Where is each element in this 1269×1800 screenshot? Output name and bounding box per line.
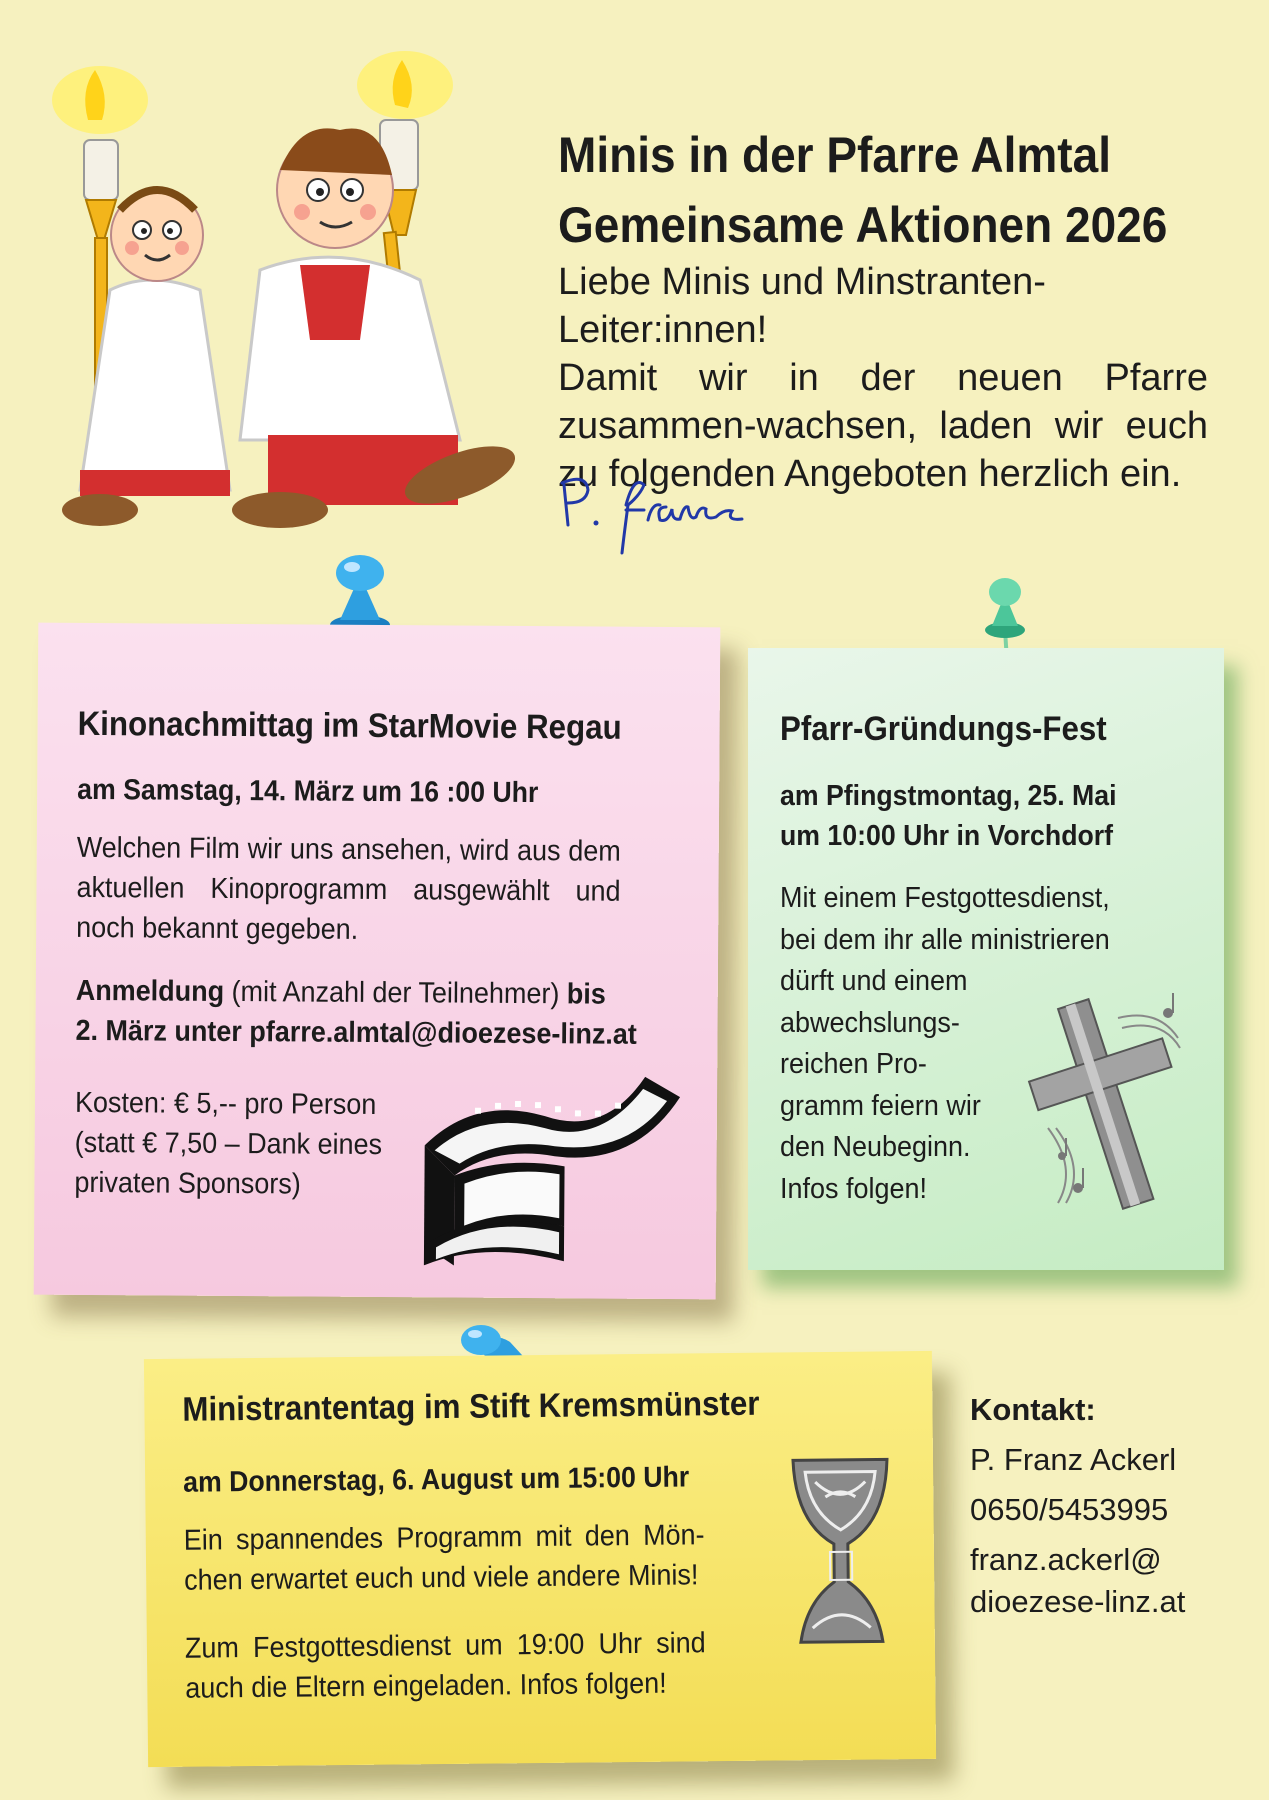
intro-text <box>558 258 1208 498</box>
fest-line: bei dem ihr alle ministrieren <box>780 923 1110 956</box>
registration-deadline: 2. März unter pfarre.almtal@dioezese-linz.at <box>75 1014 637 1051</box>
fest-line: gramm feiern wir <box>780 1089 981 1122</box>
kino-date: am Samstag, 14. März um 16 :00 Uhr <box>77 773 539 810</box>
cost-line-1: Kosten: € 5,-- pro Person <box>74 1086 377 1121</box>
signature-handwritten <box>556 465 776 555</box>
fest-line: dürft und einem <box>780 965 968 997</box>
kino-description: Welchen Film wir uns ansehen, wird aus dem aktuellen Kinoprogramm ausgewählt und noch bekannt gegeben. <box>76 831 621 946</box>
intro-line-1: Liebe Minis und Minstranten-Leiter:innen! <box>558 261 1046 351</box>
kino-title: Kinonachmittag im StarMovie Regau <box>77 704 622 747</box>
registration-bis: bis <box>566 978 606 1011</box>
registration-label: Anmeldung <box>75 974 225 1008</box>
small-altar-server <box>62 189 230 526</box>
title-line-2: Gemeinsame Aktionen 2026 <box>558 197 1168 253</box>
ministrantentag-title: Ministrantentag im Stift Kremsmünster <box>182 1384 760 1429</box>
note-ministrantentag <box>144 1351 936 1767</box>
cross-with-music-notes-icon <box>1018 978 1198 1218</box>
fest-date-line-1: am Pfingstmontag, 25. Mai <box>780 780 1117 812</box>
kino-cost <box>74 1083 382 1205</box>
ministrantentag-date: am Donnerstag, 6. August um 15:00 Uhr <box>183 1461 690 1499</box>
fest-date <box>780 776 1117 856</box>
ministrantentag-text-2: Zum Festgottesdienst um 19:00 Uhr sind auch die Eltern eingeladen. Infos folgen! <box>184 1627 706 1705</box>
contact-email-line-2: dioezese-linz.at <box>970 1584 1186 1619</box>
intro-rest: Damit wir in der neuen Pfarre zusammen-wachsen, laden wir euch zu folgenden Angeboten herzlich ein. <box>558 357 1208 495</box>
fest-line: den Neubeginn. <box>780 1131 971 1163</box>
chalice-icon <box>785 1451 897 1652</box>
fest-line: reichen Pro- <box>780 1048 927 1080</box>
registration-detail: (mit Anzahl der Teilnehmer) <box>224 975 567 1011</box>
cost-line-2: (statt € 7,50 – Dank eines <box>74 1126 383 1162</box>
big-altar-server <box>232 128 522 528</box>
contact-phone: 0650/5453995 <box>970 1492 1169 1527</box>
film-strip-icon <box>414 1065 685 1267</box>
contact-block <box>970 1385 1240 1623</box>
page-title <box>558 120 1184 260</box>
fest-title: Pfarr-Gründungs-Fest <box>780 710 1107 748</box>
note-kinonachmittag <box>34 623 721 1300</box>
cost-line-3: privaten Sponsors) <box>74 1166 301 1201</box>
note-pfarr-gruendungs-fest <box>748 648 1224 1270</box>
altar-servers-illustration <box>40 40 560 560</box>
ministrantentag-text-1: Ein spannendes Programm mit den Mön-chen erwartet euch und viele andere Minis! <box>183 1519 705 1597</box>
fest-line: Mit einem Festgottesdienst, <box>780 882 1110 914</box>
fest-line: abwechslungs- <box>780 1006 960 1039</box>
fest-line: Infos folgen! <box>780 1172 927 1205</box>
contact-heading: Kontakt: <box>970 1392 1096 1427</box>
fest-date-line-2: um 10:00 Uhr in Vorchdorf <box>780 820 1114 852</box>
contact-email-line-1: franz.ackerl@ <box>970 1542 1162 1577</box>
title-line-1: Minis in der Pfarre Almtal <box>558 127 1111 183</box>
contact-name: P. Franz Ackerl <box>970 1442 1177 1477</box>
contact-email <box>970 1539 1240 1623</box>
kino-registration <box>75 971 671 1055</box>
